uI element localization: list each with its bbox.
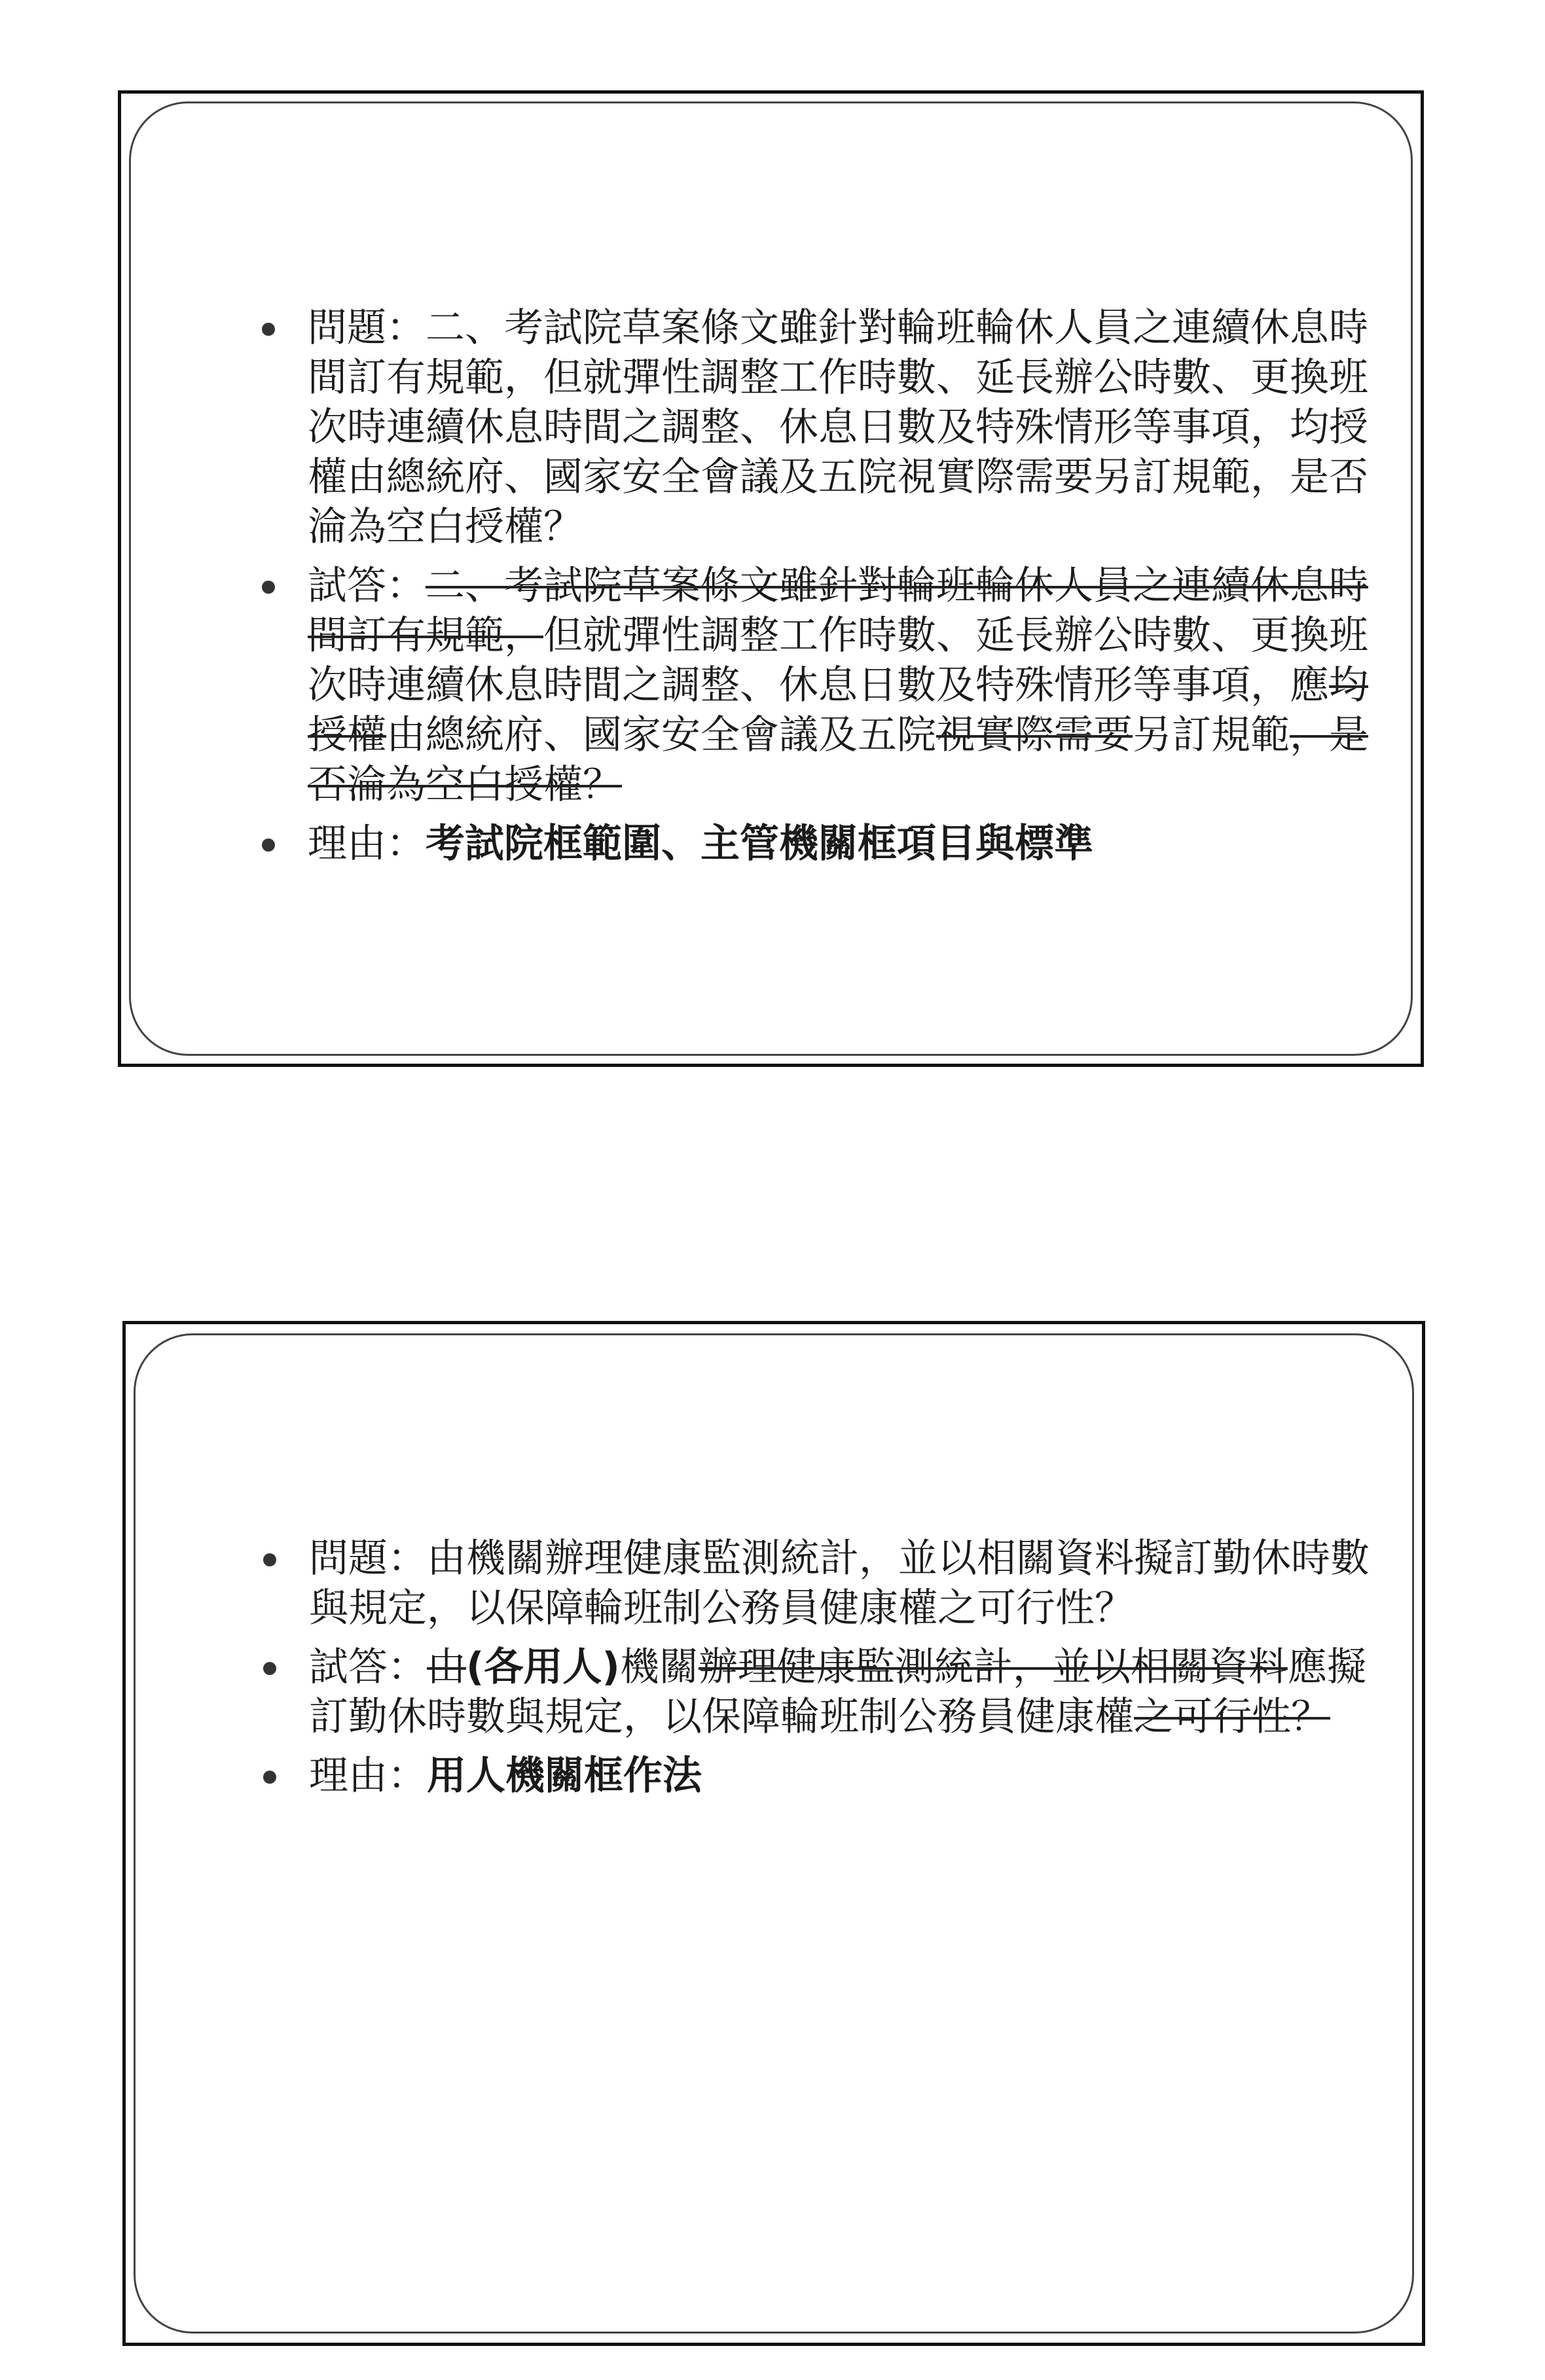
slide-1 [118,90,1424,1067]
answer-struck-text: 二、考試院草案條文雖針對輪班輪休人員之連續休息時間訂有規範， [308,563,1368,658]
question-label: 問題： [309,1536,427,1581]
slide-2-reason [263,1751,1376,1801]
bullet-dot-icon [262,581,275,594]
slide-2 [122,1321,1425,2346]
slide-1-reason [262,819,1375,869]
slide-2-question [263,1534,1376,1633]
bullet-dot-icon [263,1553,276,1566]
answer-struck-text: 均授權 [308,662,1368,758]
reason-text: 用人機關框作法 [427,1753,702,1799]
question-text: 二、考試院草案條文雖針對輪班輪休人員之連續休息時間訂有規範，但就彈性調整工作時數、延長辦公時數、更換班次時連續休息時間之調整、休息日數及特殊情形等事項，均授權由總統府、國家安全會議及五院視實際需要另訂規範，是否淪為空白授權？ [308,305,1368,550]
slide-1-bullets [262,303,1375,878]
answer-inserted-text: (各用人) [466,1644,620,1690]
answer-struck-text: 之可行性？ [1134,1694,1330,1740]
slide-1-answer [262,561,1375,810]
question-label: 問題： [308,305,426,351]
answer-struck-text: 由 [427,1644,466,1690]
answer-text: 機關 [619,1644,699,1690]
bullet-dot-icon [263,1662,276,1675]
answer-struck-text: 視實際需要 [936,712,1133,758]
slide-2-rounded-border [134,1333,1414,2334]
slide-2-bullets [263,1534,1376,1810]
bullet-dot-icon [262,838,275,852]
bullet-dot-icon [262,323,275,336]
answer-label: 試答： [308,563,426,609]
reason-label: 理由： [308,821,426,867]
answer-label: 試答： [309,1644,427,1690]
answer-struck-text: ，是否淪為空白授權？ [308,712,1368,808]
answer-text: 應擬訂勤休時數與規定，以保障輪班制公務員健康權 [309,1644,1366,1740]
question-text: 由機關辦理健康監測統計，並以相關資料擬訂勤休時數與規定，以保障輪班制公務員健康權之可行性？ [309,1536,1370,1631]
slide-1-question [262,303,1375,552]
answer-text: 另訂規範 [1133,712,1290,758]
bullet-dot-icon [263,1771,276,1784]
answer-text: 由總統府、國家安全會議及五院 [386,712,936,758]
slide-2-answer [263,1642,1376,1742]
answer-text: 但就彈性調整工作時數、延長辦公時數、更換班次時連續休息時間之調整、休息日數及特殊情形等事項，應 [308,613,1368,708]
answer-struck-text: 辦理健康監測統計，並以相關資料 [698,1644,1288,1690]
reason-label: 理由： [309,1753,427,1799]
reason-text: 考試院框範圍、主管機關框項目與標準 [426,821,1093,867]
